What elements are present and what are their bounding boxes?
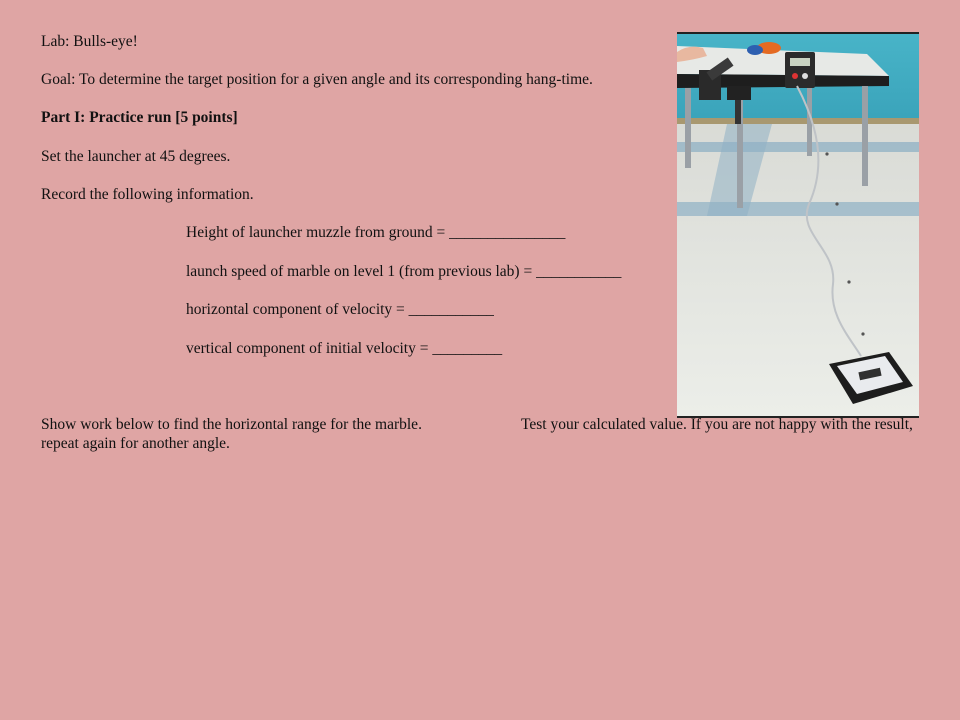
field-label: Height of launcher muzzle from ground = <box>186 224 450 241</box>
answer-blank[interactable]: ___________ <box>408 301 494 318</box>
field-label: horizontal component of velocity = <box>186 301 409 318</box>
answer-blank[interactable]: ___________ <box>536 263 622 280</box>
field-horizontal-velocity <box>186 300 494 320</box>
field-vertical-velocity <box>186 339 502 359</box>
field-label: launch speed of marble on level 1 (from previous lab) = <box>186 263 537 280</box>
repeat-text: repeat again for another angle. <box>41 435 230 452</box>
field-height <box>186 223 565 243</box>
show-work-text: Show work below to find the horizontal range for the marble. <box>41 416 422 433</box>
instruction-set-launcher: Set the launcher at 45 degrees. <box>41 148 231 165</box>
test-value-text: Test your calculated value. If you are not happy with the result, <box>521 416 913 433</box>
instruction-record: Record the following information. <box>41 186 254 203</box>
answer-blank[interactable]: _________ <box>432 340 503 357</box>
launcher-setup-photo <box>677 32 919 418</box>
answer-blank[interactable]: _______________ <box>449 224 566 241</box>
field-launch-speed <box>186 262 621 282</box>
field-label: vertical component of initial velocity = <box>186 340 433 357</box>
goal-text: Goal: To determine the target position for a given angle and its corresponding hang-time. <box>41 71 593 88</box>
part-heading: Part I: Practice run [5 points] <box>41 109 238 126</box>
lab-title: Lab: Bulls-eye! <box>41 33 138 50</box>
